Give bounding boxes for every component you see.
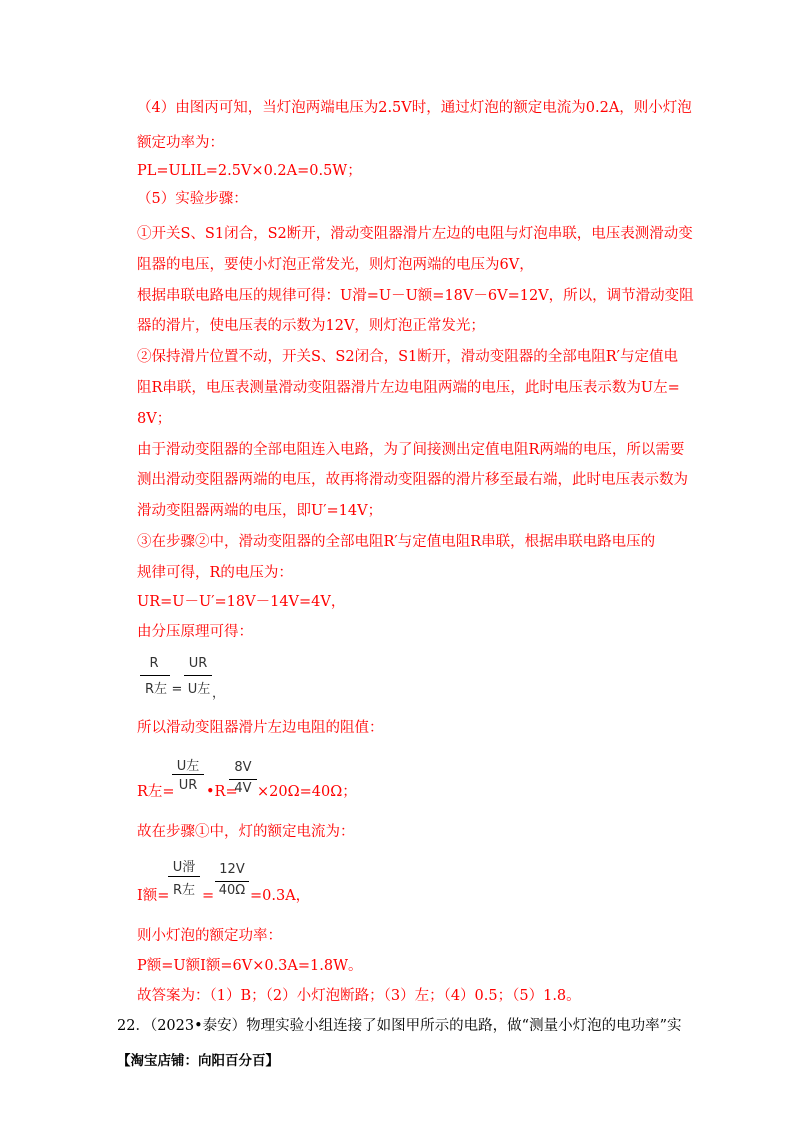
- text-line: 规律可得，R的电压为：: [137, 565, 293, 581]
- fraction-bar: [140, 675, 170, 676]
- fraction-numerator: UR: [188, 656, 208, 671]
- formula-line: UR=U－U′=18V－14V=4V，: [137, 594, 346, 610]
- fraction-numerator: 12V: [219, 862, 245, 877]
- fraction-bar: [215, 881, 249, 882]
- question-line: 22．（2023•泰安）物理实验小组连接了如图甲所示的电路，做“测量小灯泡的电功率”实: [117, 1018, 682, 1034]
- formula-line: PL=ULIL=2.5V×0.2A=0.5W；: [137, 163, 362, 179]
- text-line: 根据串联电路电压的规律可得：U滑=U－U额=18V－6V=12V，所以，调节滑动变阻: [137, 288, 694, 304]
- text-line: 器的滑片，使电压表的示数为12V，则灯泡正常发光；: [137, 318, 485, 334]
- text-line: ①开关S、S1闭合，S2断开，滑动变阻器滑片左边的电阻与灯泡串联，电压表测滑动变: [137, 226, 693, 242]
- text-line: 所以滑动变阻器滑片左边电阻的阻值：: [137, 720, 384, 736]
- formula-tail: ，: [212, 686, 226, 701]
- fraction-denominator: UR: [178, 778, 198, 793]
- fraction-numerator: R: [149, 656, 159, 671]
- fraction-denominator: U左: [187, 682, 211, 697]
- formula-mid: =: [202, 888, 215, 904]
- text-line: 则小灯泡的额定功率：: [137, 928, 282, 944]
- fraction-numerator: U滑: [172, 860, 196, 875]
- fraction-denominator: R左: [144, 682, 168, 697]
- formula-tail: =0.3A，: [250, 888, 311, 904]
- fraction-bar: [184, 675, 212, 676]
- formula-lead: R左=: [137, 784, 175, 800]
- equals-sign: =: [171, 682, 183, 697]
- formula-lead: I额=: [137, 888, 170, 904]
- formula-line: P额=U额I额=6V×0.3A=1.8W。: [137, 958, 363, 974]
- text-line: 阻器的电压，要使小灯泡正常发光，则灯泡两端的电压为6V，: [137, 257, 534, 273]
- footer-shop-label: 【淘宝店铺：向阳百分百】: [117, 1053, 279, 1069]
- text-line: 阻R串联，电压表测量滑动变阻器滑片左边电阻两端的电压，此时电压表示数为U左=: [137, 380, 680, 396]
- fraction-denominator: 40Ω: [218, 883, 246, 898]
- fraction-bar: [168, 876, 200, 877]
- text-line: 滑动变阻器两端的电压，即U′=14V；: [137, 503, 383, 519]
- text-line: 由于滑动变阻器的全部电阻连入电路，为了间接测出定值电阻R两端的电压，所以需要: [137, 442, 685, 458]
- text-line: （5）实验步骤：: [137, 191, 248, 207]
- text-line: 测出滑动变阻器两端的电压，故再将滑动变阻器的滑片移至最右端，此时电压表示数为: [137, 472, 688, 488]
- text-line: 额定功率为：: [137, 135, 224, 151]
- fraction-numerator: 8V: [234, 760, 252, 775]
- answer-line: 故答案为：（1）B；（2）小灯泡断路；（3）左；（4）0.5；（5）1.8。: [137, 988, 581, 1004]
- formula-mid: •R=: [206, 784, 238, 800]
- fraction-denominator: 4V: [234, 781, 252, 796]
- text-line: 8V；: [137, 411, 172, 427]
- text-line: 故在步骤①中，灯的额定电流为：: [137, 824, 355, 840]
- text-line: ②保持滑片位置不动，开关S、S2闭合，S1断开，滑动变阻器的全部电阻R′与定值电: [137, 349, 678, 365]
- text-line: ③在步骤②中，滑动变阻器的全部电阻R′与定值电阻R串联，根据串联电路电压的: [137, 534, 656, 550]
- fraction-bar: [229, 779, 257, 780]
- text-line: （4）由图丙可知，当灯泡两端电压为2.5V时，通过灯泡的额定电流为0.2A，则小灯泡: [137, 100, 692, 116]
- formula-tail: ×20Ω=40Ω；: [257, 784, 357, 800]
- fraction-numerator: U左: [176, 759, 200, 774]
- fraction-denominator: R左: [172, 883, 196, 898]
- fraction-bar: [172, 774, 204, 775]
- text-line: 由分压原理可得：: [137, 624, 253, 640]
